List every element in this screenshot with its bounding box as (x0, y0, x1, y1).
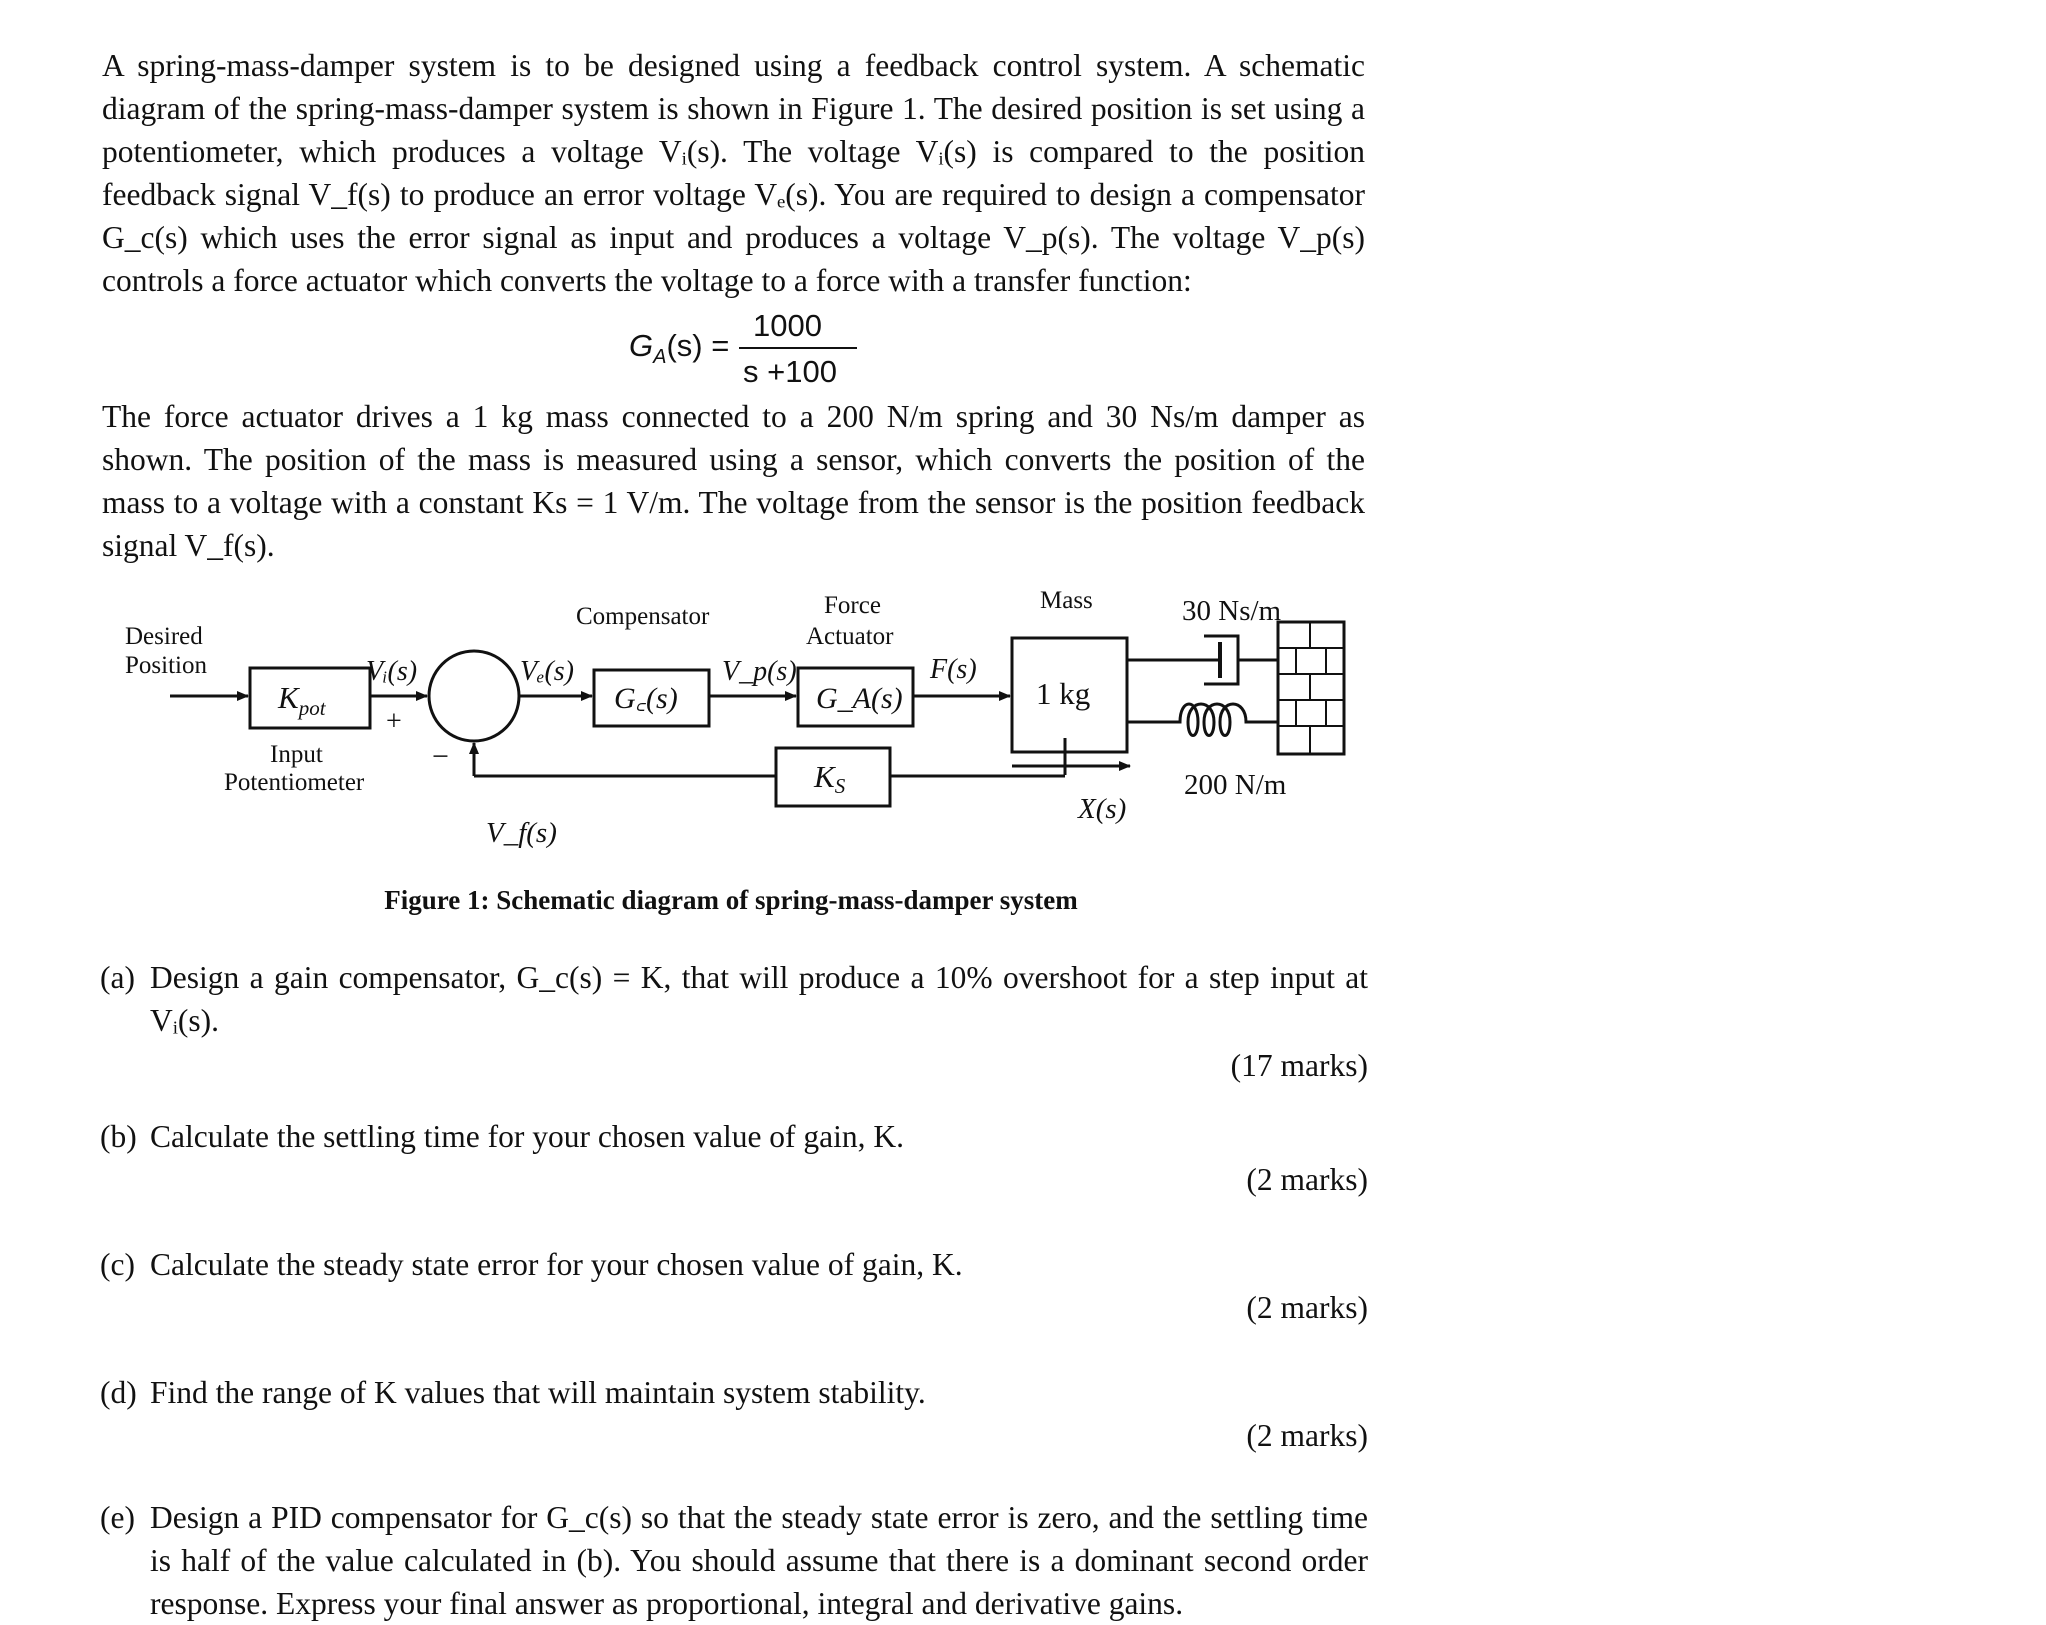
vp-label: V_p(s) (722, 656, 797, 687)
input-pot-line1: Input (270, 741, 323, 768)
question-a-text: Design a gain compensator, G_c(s) = K, that will produce a 10% overshoot for a step input at Vᵢ(s). (150, 960, 1368, 1038)
question-e (100, 1496, 1368, 1625)
question-d (100, 1371, 1368, 1453)
damper-label: 30 Ns/m (1182, 595, 1282, 627)
actuator-paragraph: The force actuator drives a 1 kg mass connected to a 200 N/m spring and 30 Ns/m damper as shown. The position of the mass is measured using a sensor, which converts the position of the mass to a voltage with a constant Ks = 1 V/m. The voltage from the sensor is the position feedback signal V_f(s). (102, 399, 1365, 563)
spring-coil (1127, 704, 1278, 736)
question-b-label: (b) (100, 1119, 137, 1154)
question-c-label: (c) (100, 1247, 135, 1282)
vi-label: Vᵢ(s) (366, 656, 418, 687)
ve-label: Vₑ(s) (520, 656, 574, 687)
force-label-line2: Actuator (806, 623, 894, 650)
fraction-bar (739, 347, 857, 349)
question-c-marks: (2 marks) (1246, 1290, 1368, 1325)
summing-junction (429, 651, 519, 741)
question-d-label: (d) (100, 1375, 137, 1410)
ks-label: KS (814, 759, 846, 798)
minus-sign: − (432, 740, 449, 773)
question-e-label: (e) (100, 1500, 135, 1535)
force-label-line1: Force (824, 592, 881, 619)
question-a (100, 956, 1368, 1083)
question-a-label: (a) (100, 960, 135, 995)
intro-paragraph: A spring-mass-damper system is to be designed using a feedback control system. A schematic diagram of the spring-mass-damper system is shown in Figure 1. The desired position is set using a potentiometer, which produces a voltage Vᵢ(s). The voltage Vᵢ(s) is compared to the position feedback signal V_f(s) to produce an error voltage Vₑ(s). You are required to design a compensator G_c(s) which uses the error signal as input and produces a voltage V_p(s). The voltage V_p(s) controls a force actuator which converts the voltage to a force with a transfer function: (102, 48, 1365, 298)
question-c-text: Calculate the steady state error for your chosen value of gain, K. (150, 1247, 963, 1282)
question-b (100, 1115, 1368, 1197)
figure-caption: Figure 1: Schematic diagram of spring-mass-damper system (384, 885, 1078, 915)
question-b-text: Calculate the settling time for your chosen value of gain, K. (150, 1119, 905, 1154)
plus-sign: + (386, 706, 402, 737)
question-c (100, 1243, 1368, 1325)
desired-label-line1: Desired (125, 623, 203, 650)
input-pot-line2: Potentiometer (224, 769, 365, 796)
mass-value: 1 kg (1036, 676, 1091, 711)
mass-label: Mass (1040, 587, 1093, 614)
equation-numerator: 1000 (753, 308, 822, 343)
compensator-label: Compensator (576, 603, 710, 630)
gc-label: G꜀(s) (614, 682, 678, 715)
vf-label: V_f(s) (486, 817, 557, 849)
kpot-label: $K_{pot}$ (278, 680, 326, 720)
equation-denominator: s +100 (743, 354, 837, 389)
spring-label: 200 N/m (1184, 769, 1287, 801)
ga-label: G_A(s) (816, 682, 903, 715)
question-a-marks: (17 marks) (1230, 1048, 1368, 1083)
xs-label: X(s) (1078, 793, 1127, 825)
fs-label: F(s) (930, 654, 977, 685)
question-e-text: Design a PID compensator for G_c(s) so that the steady state error is zero, and the settling time is half of the value calculated in (b). You should assume that there is a dominant second order response. Express your final answer as proportional, integral and derivative gains. (150, 1500, 1368, 1621)
wall-bricks (1278, 622, 1344, 754)
desired-label-line2: Position (125, 652, 207, 679)
equation-lhs: $G_A(s)$ = (629, 328, 730, 369)
question-d-marks: (2 marks) (1246, 1418, 1368, 1453)
question-b-marks: (2 marks) (1246, 1162, 1368, 1197)
block-diagram-svg (110, 570, 1410, 880)
actuator-transfer-function (625, 304, 855, 396)
question-d-text: Find the range of K values that will maintain system stability. (150, 1375, 926, 1410)
block-diagram (110, 570, 1410, 880)
